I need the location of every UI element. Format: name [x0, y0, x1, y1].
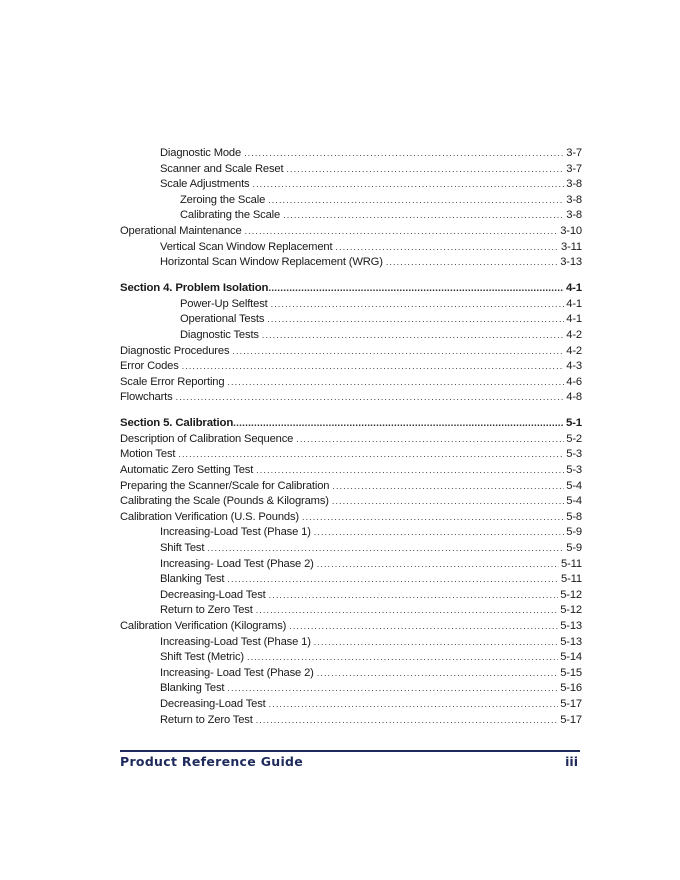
toc-entry-page: 4-8: [566, 391, 582, 404]
leader-dots: [232, 344, 564, 360]
toc-entry-page: 5-9: [566, 542, 582, 555]
toc-entry[interactable]: [120, 312, 582, 328]
toc-entry[interactable]: [120, 177, 582, 193]
leader-dots: [269, 588, 559, 604]
toc-entry-page: 4-3: [566, 360, 582, 373]
toc-section-heading[interactable]: [120, 416, 582, 432]
toc-entry-title: Decreasing-Load Test: [160, 697, 266, 710]
leader-dots: [335, 240, 559, 256]
toc-entry-page: 4-1: [566, 313, 582, 326]
toc-entry-title: Increasing- Load Test (Phase 2): [160, 557, 314, 570]
toc-entry[interactable]: [120, 697, 582, 713]
toc-entry[interactable]: [120, 619, 582, 635]
toc-entry-title: Diagnostic Procedures: [120, 344, 230, 357]
toc-entry[interactable]: [120, 208, 582, 224]
leader-dots: [269, 697, 559, 713]
toc-entry-page: 5-3: [566, 448, 582, 461]
toc-entry[interactable]: [120, 650, 582, 666]
toc-section-heading[interactable]: [120, 281, 582, 297]
toc-entry[interactable]: [120, 510, 582, 526]
leader-dots: [256, 603, 559, 619]
leader-dots: [244, 146, 564, 162]
toc-entry-page: 5-17: [560, 713, 582, 726]
toc-entry-page: 5-4: [566, 479, 582, 492]
toc-entry-page: 5-16: [560, 682, 582, 695]
leader-dots: [176, 390, 565, 406]
leader-dots: [252, 177, 564, 193]
footer-rule: [120, 750, 580, 752]
leader-dots: [296, 432, 564, 448]
toc-entry-title: Section 5. Calibration: [120, 417, 234, 430]
footer-title: Product Reference Guide: [120, 754, 304, 769]
leader-dots: [245, 224, 559, 240]
toc-entry-page: 5-3: [566, 464, 582, 477]
toc-entry-title: Horizontal Scan Window Replacement (WRG): [160, 256, 383, 269]
leader-dots: [317, 666, 558, 682]
leader-dots: [332, 494, 564, 510]
toc-entry-title: Preparing the Scanner/Scale for Calibration: [120, 479, 330, 492]
toc-entry[interactable]: [120, 240, 582, 256]
toc-entry-title: Automatic Zero Setting Test: [120, 464, 254, 477]
toc-entry[interactable]: [120, 494, 582, 510]
leader-dots: [267, 312, 564, 328]
toc-entry-title: Flowcharts: [120, 391, 173, 404]
leader-dots: [268, 281, 564, 297]
toc-entry[interactable]: [120, 603, 582, 619]
toc-entry-title: Calibration Verification (Kilograms): [120, 620, 287, 632]
leader-dots: [386, 255, 558, 271]
table-of-contents: [120, 146, 582, 728]
toc-entry-title: Error Codes: [120, 360, 179, 373]
toc-entry-title: Scale Error Reporting: [120, 375, 225, 388]
toc-entry-page: 5-17: [560, 697, 582, 710]
toc-entry-page: 5-11: [561, 557, 582, 570]
leader-dots: [247, 650, 558, 666]
leader-dots: [262, 328, 564, 344]
toc-entry[interactable]: [120, 541, 582, 557]
toc-entry-page: 5-14: [560, 651, 582, 664]
toc-entry[interactable]: [120, 432, 582, 448]
toc-entry-page: 5-8: [566, 510, 582, 523]
toc-entry[interactable]: [120, 297, 582, 313]
toc-entry-page: 3-7: [566, 162, 582, 175]
toc-entry-page: 3-13: [560, 256, 582, 269]
toc-entry[interactable]: [120, 681, 582, 697]
toc-entry[interactable]: [120, 359, 582, 375]
toc-entry-title: Blanking Test: [160, 573, 225, 586]
toc-entry-title: Increasing- Load Test (Phase 2): [160, 666, 314, 679]
leader-dots: [332, 479, 564, 495]
leader-dots: [283, 208, 564, 224]
toc-entry-title: Calibrating the Scale (Pounds & Kilograms): [120, 495, 329, 508]
toc-entry-page: 5-12: [560, 604, 582, 617]
leader-dots: [289, 619, 558, 635]
toc-entry-title: Diagnostic Tests: [180, 328, 259, 341]
toc-entry-title: Return to Zero Test: [160, 604, 253, 617]
toc-entry-page: 5-2: [566, 432, 582, 445]
toc-entry-page: 5-12: [560, 588, 582, 601]
toc-entry-title: Motion Test: [120, 448, 176, 461]
leader-dots: [227, 572, 559, 588]
toc-entry-title: Operational Tests: [180, 313, 265, 326]
toc-entry[interactable]: [120, 375, 582, 391]
toc-entry[interactable]: [120, 447, 582, 463]
leader-dots: [268, 193, 564, 209]
leader-dots: [256, 713, 559, 729]
toc-entry[interactable]: [120, 666, 582, 682]
toc-entry-page: 5-15: [560, 666, 582, 679]
toc-entry-page: 3-7: [566, 147, 582, 159]
toc-entry[interactable]: [120, 224, 582, 240]
toc-entry[interactable]: [120, 557, 582, 573]
toc-entry[interactable]: [120, 572, 582, 588]
leader-dots: [182, 359, 565, 375]
toc-entry[interactable]: [120, 146, 582, 162]
toc-entry-page: 5-4: [566, 495, 582, 508]
toc-entry-title: Shift Test: [160, 542, 205, 555]
toc-entry[interactable]: [120, 588, 582, 604]
leader-dots: [302, 510, 564, 526]
toc-entry-page: 5-11: [561, 573, 582, 586]
toc-entry-title: Scanner and Scale Reset: [160, 162, 284, 175]
leader-dots: [317, 557, 559, 573]
toc-entry[interactable]: [120, 328, 582, 344]
toc-entry-page: 4-1: [565, 282, 582, 295]
toc-entry[interactable]: [120, 390, 582, 406]
toc-entry-page: 4-2: [566, 328, 582, 341]
leader-dots: [314, 635, 558, 651]
toc-entry[interactable]: [120, 713, 582, 729]
footer-page-number: iii: [565, 754, 578, 769]
toc-entry[interactable]: [120, 463, 582, 479]
toc-entry-title: Increasing-Load Test (Phase 1): [160, 526, 311, 539]
toc-entry-page: 3-11: [561, 240, 582, 253]
toc-entry-page: 4-6: [566, 375, 582, 388]
toc-entry[interactable]: [120, 162, 582, 178]
leader-dots: [207, 541, 564, 557]
toc-entry-page: 5-13: [560, 620, 582, 632]
toc-entry-title: Diagnostic Mode: [160, 147, 242, 159]
toc-entry-page: 3-10: [560, 224, 582, 237]
toc-entry-title: Return to Zero Test: [160, 713, 253, 726]
toc-entry-title: Description of Calibration Sequence: [120, 432, 294, 445]
toc-entry-page: 5-13: [560, 635, 582, 648]
toc-entry-title: Section 4. Problem Isolation: [120, 282, 269, 295]
toc-entry-title: Increasing-Load Test (Phase 1): [160, 635, 311, 648]
leader-dots: [233, 416, 564, 432]
toc-entry[interactable]: [120, 635, 582, 651]
toc-entry-page: 4-1: [566, 297, 582, 310]
toc-entry-title: Vertical Scan Window Replacement: [160, 240, 333, 253]
toc-entry-title: Decreasing-Load Test: [160, 588, 266, 601]
toc-entry[interactable]: [120, 525, 582, 541]
toc-entry-title: Calibration Verification (U.S. Pounds): [120, 510, 299, 523]
toc-entry-title: Scale Adjustments: [160, 178, 250, 191]
toc-entry-page: 5-9: [566, 526, 582, 539]
toc-entry-title: Blanking Test: [160, 682, 225, 695]
toc-entry[interactable]: [120, 255, 582, 271]
leader-dots: [256, 463, 564, 479]
toc-entry[interactable]: [120, 479, 582, 495]
leader-dots: [178, 447, 564, 463]
toc-entry-page: 3-8: [566, 193, 582, 206]
leader-dots: [286, 162, 564, 178]
leader-dots: [227, 375, 564, 391]
leader-dots: [227, 681, 558, 697]
toc-entry[interactable]: [120, 344, 582, 360]
leader-dots: [314, 525, 565, 541]
toc-entry-title: Power-Up Selftest: [180, 297, 268, 310]
toc-entry-page: 3-8: [566, 178, 582, 191]
toc-entry[interactable]: [120, 193, 582, 209]
toc-entry-title: Calibrating the Scale: [180, 209, 281, 222]
toc-entry-page: 5-1: [565, 417, 582, 430]
toc-entry-title: Operational Maintenance: [120, 224, 242, 237]
toc-entry-title: Shift Test (Metric): [160, 651, 244, 664]
leader-dots: [271, 297, 565, 313]
toc-entry-page: 3-8: [566, 209, 582, 222]
toc-entry-page: 4-2: [566, 344, 582, 357]
toc-entry-title: Zeroing the Scale: [180, 193, 266, 206]
